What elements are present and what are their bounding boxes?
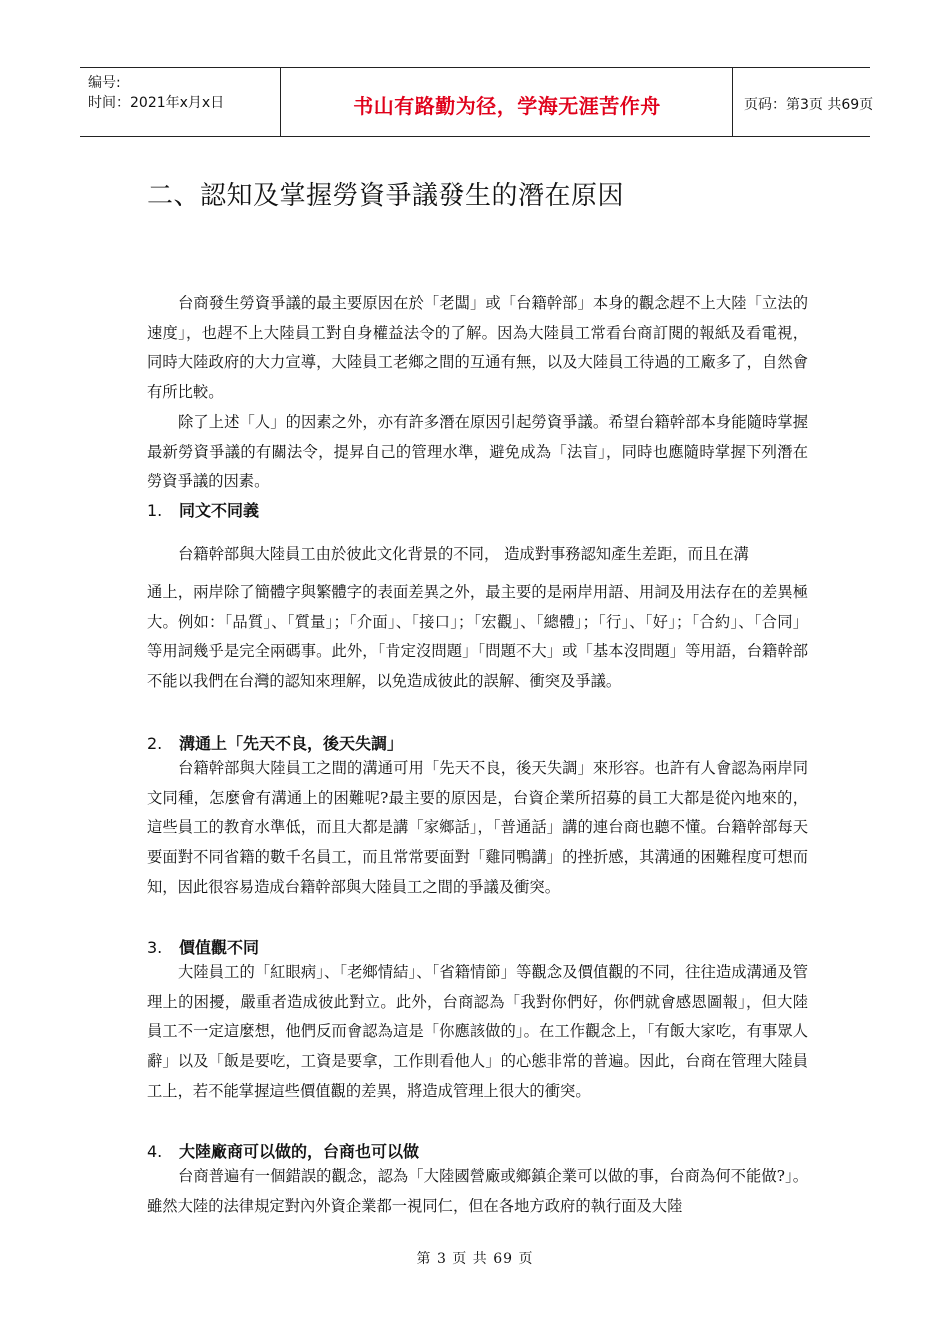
section-number: 2.: [147, 734, 163, 753]
section-title: 價值觀不同: [179, 938, 260, 957]
section-3-body: 大陸員工的「紅眼病」、「老鄉情結」、「省籍情節」等觀念及價值觀的不同，往往造成溝通及管理上的困擾，嚴重者造成彼此對立。此外，台商認為「我對你們好，你們就會感恩圖報」，但大陸員工不一定這麼想，他們反而會認為這是「你應該做的」。在工作觀念上，「有飯大家吃，有事眾人辭」以及「飯是要吃，工資是要拿，工作則看他人」的心態非常的普遍。因此，台商在管理大陸員工上，若不能掌握這些價值觀的差異，將造成管理上很大的衝突。: [147, 963, 808, 1100]
section-heading-4: [147, 1139, 419, 1162]
section-heading-2: [147, 731, 403, 754]
header-page-cell: [734, 68, 874, 136]
section-title: 同文不同義: [179, 501, 260, 520]
motto: 书山有路勤为径，学海无涯苦作舟: [353, 94, 661, 118]
section-number: 1.: [147, 501, 163, 520]
time-label: 时间：2021年x月x日: [88, 95, 225, 111]
page-header: [80, 67, 874, 137]
page-code: 页码：第3页 共69页: [744, 97, 874, 113]
number-label: 编号:: [88, 75, 121, 91]
section-number: 4.: [147, 1142, 163, 1161]
section-number: 3.: [147, 938, 163, 957]
section-heading-1: [147, 498, 259, 521]
section-2-body: 台籍幹部與大陸員工之間的溝通可用「先天不良，後天失調」來形容。也許有人會認為兩岸同文同種，怎麼會有溝通上的困難呢?最主要的原因是，台資企業所招募的員工大都是從內地來的，這些員工的教育水準低，而且大都是講「家鄉話」，「普通話」講的連台商也聽不懂。台籍幹部每天要面對不同省籍的數千名員工，而且常常要面對「雞同鴨講」的挫折感，其溝通的困難程度可想而知，因此很容易造成台籍幹部與大陸員工之間的爭議及衝突。: [147, 759, 808, 896]
section-4-body: 台商普遍有一個錯誤的觀念，認為「大陸國營廠或鄉鎮企業可以做的事，台商為何不能做?」。雖然大陸的法律規定對內外資企業都一視同仁，但在各地方政府的執行面及大陸: [147, 1167, 808, 1215]
header-info-cell: [80, 68, 281, 136]
header-motto-cell: [282, 68, 733, 136]
section-title: 溝通上「先天不良，後天失調」: [179, 734, 404, 753]
section-title: 大陸廠商可以做的，台商也可以做: [179, 1142, 420, 1161]
section-heading-3: [147, 935, 259, 958]
page-footer: 第 3 页 共 69 页: [416, 1251, 534, 1267]
paragraph-factors: 除了上述「人」的因素之外，亦有許多潛在原因引起勞資爭議。希望台籍幹部本身能隨時掌握最新勞資爭議的有關法令，提昇自己的管理水準，避免成為「法盲」，同時也應隨時掌握下列潛在勞資爭議的因素。: [147, 413, 808, 491]
section-1-body: 通上，兩岸除了簡體字與繁體字的表面差異之外，最主要的是兩岸用語、用詞及用法存在的差異極大。例如：「品質」、「質量」；「介面」、「接口」；「宏觀」、「總體」；「行」、「好」；「合約」、「合同」等用詞幾乎是完全兩碼事。此外，「肯定沒問題」「問題不大」或「基本沒問題」等用語，台籍幹部不能以我們在台灣的認知來理解，以免造成彼此的誤解、衝突及爭議。: [147, 583, 808, 691]
paragraph-intro: 台商發生勞資爭議的最主要原因在於「老闆」或「台籍幹部」本身的觀念趕不上大陸「立法的速度」，也趕不上大陸員工對自身權益法令的了解。因為大陸員工常看台商訂閱的報紙及看電視，同時大陸政府的大力宣導，大陸員工老鄉之間的互通有無，以及大陸員工待過的工廠多了，自然會有所比較。: [147, 294, 808, 402]
page-title: 二、認知及掌握勞資爭議發生的潛在原因: [147, 181, 625, 211]
section-1-lead: 台籍幹部與大陸員工由於彼此文化背景的不同， 造成對事務認知產生差距，而且在溝: [178, 545, 749, 563]
